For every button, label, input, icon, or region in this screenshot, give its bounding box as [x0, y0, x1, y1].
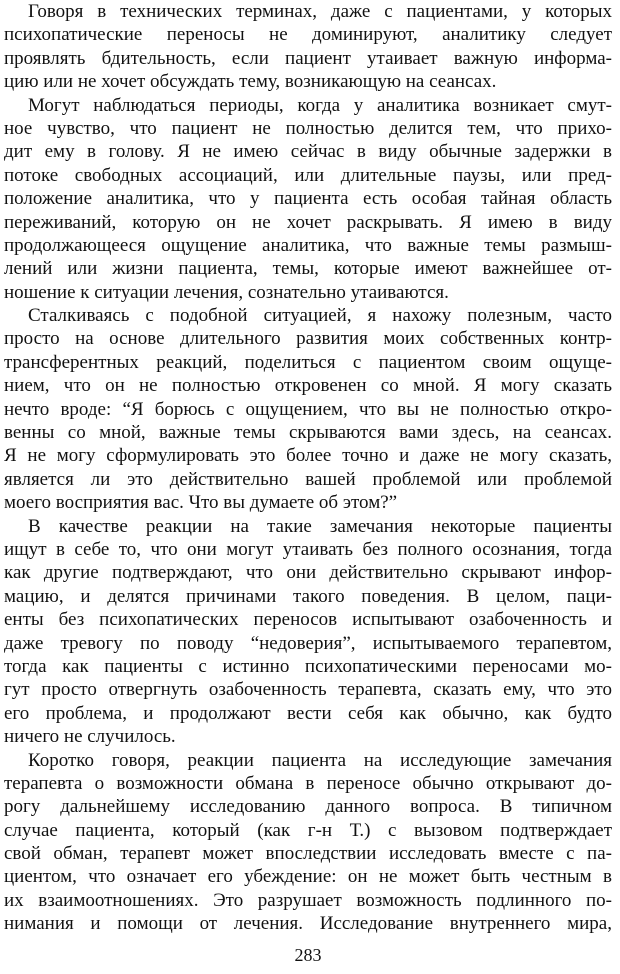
text-line: дит ему в голову. Я не имею сейчас в виду обычные задержки в	[4, 141, 612, 163]
text-line: случае пациента, который (как г-н Т.) с вызовом подтверждает	[4, 819, 612, 841]
text-line: Могут наблюдаться периоды, когда у аналитика возникает смут-	[28, 94, 612, 116]
text-line: их взаимоотношениях. Это разрушает возможность подлинного по-	[4, 889, 612, 911]
text-line: переживаний, которую он не хочет раскрывать. Я имею в виду	[4, 211, 612, 233]
text-line: даже тревогу по поводу “недоверия”, испытываемого терапевтом,	[4, 632, 612, 654]
text-line: проявлять бдительность, если пациент утаивает важную информа-	[4, 47, 612, 69]
text-line: трансферентных реакций, поделиться с пациентом своим ощуще-	[4, 351, 612, 373]
text-line: ное чувство, что пациент не полностью делится тем, что прихо-	[4, 117, 612, 139]
text-line: ищут в себе то, что они могут утаивать без полного осознания, тогда	[4, 538, 612, 560]
text-line: гут просто отвергнуть озабоченность терапевта, сказать ему, что это	[4, 679, 612, 701]
text-line: является ли это действительно вашей проблемой или проблемой	[4, 468, 612, 490]
text-line: продолжающееся ощущение аналитика, что важные темы размыш-	[4, 234, 612, 256]
text-line: потоке свободных ассоциаций, или длительные паузы, или пред-	[4, 164, 612, 186]
text-line: венны со мной, важные темы скрываются вами здесь, на сеансах.	[4, 422, 612, 444]
text-line: мацию, и делятся причинами такого поведения. В целом, паци-	[4, 585, 612, 607]
text-line: ничего не случилось.	[4, 726, 176, 748]
text-line: нимания и помощи от лечения. Исследование внутреннего мира,	[4, 913, 612, 935]
book-page	[4, 0, 612, 974]
text-line: терапевта о возможности обмана в переносе обычно открывают до-	[4, 772, 612, 794]
text-line: нечто вроде: “Я борюсь с ощущением, что вы не полностью откро-	[4, 398, 612, 420]
text-line: психопатические переносы не доминируют, аналитику следует	[4, 24, 612, 46]
text-line: как другие подтверждают, что они действительно скрывают инфор-	[4, 562, 612, 584]
text-line: просто на основе длительного развития моих собственных контр-	[4, 328, 612, 350]
text-line: енты без психопатических переносов испытывают озабоченность и	[4, 609, 612, 631]
text-line: нием, что он не полностью откровенен со мной. Я могу сказать	[4, 375, 612, 397]
text-line: Сталкиваясь с подобной ситуацией, я нахожу полезным, часто	[28, 305, 612, 327]
text-line: тогда как пациенты с истинно психопатическими переносами мо-	[4, 655, 612, 677]
text-line: Говоря в технических терминах, даже с пациентами, у которых	[28, 1, 612, 22]
text-line: Коротко говоря, реакции пациента на исследующие замечания	[28, 749, 612, 771]
text-line: В качестве реакции на такие замечания некоторые пациенты	[28, 515, 612, 537]
text-line: моего восприятия вас. Что вы думаете об этом?”	[4, 492, 398, 514]
body-text	[4, 0, 612, 936]
text-line: свой обман, терапевт может впоследствии исследовать вместе с па-	[4, 843, 612, 865]
text-line: цию или не хочет обсуждать тему, возникающую на сеансах.	[4, 71, 497, 93]
text-line: лений или жизни пациента, темы, которые имеют важнейшее от-	[4, 258, 612, 280]
text-line: ношение к ситуации лечения, сознательно утаиваются.	[4, 281, 449, 303]
page-number: 283	[294, 945, 322, 965]
text-line: рогу дальнейшему исследованию данного вопроса. В типичном	[4, 796, 612, 818]
text-line: циентом, что означает его убеждение: он не может быть честным в	[4, 866, 612, 888]
text-line: Я не могу сформулировать это более точно и даже не могу сказать,	[4, 445, 612, 467]
text-line: его проблема, и продолжают вести себя как обычно, как будто	[4, 702, 612, 724]
text-line: положение аналитика, что у пациента есть особая тайная область	[4, 188, 612, 210]
